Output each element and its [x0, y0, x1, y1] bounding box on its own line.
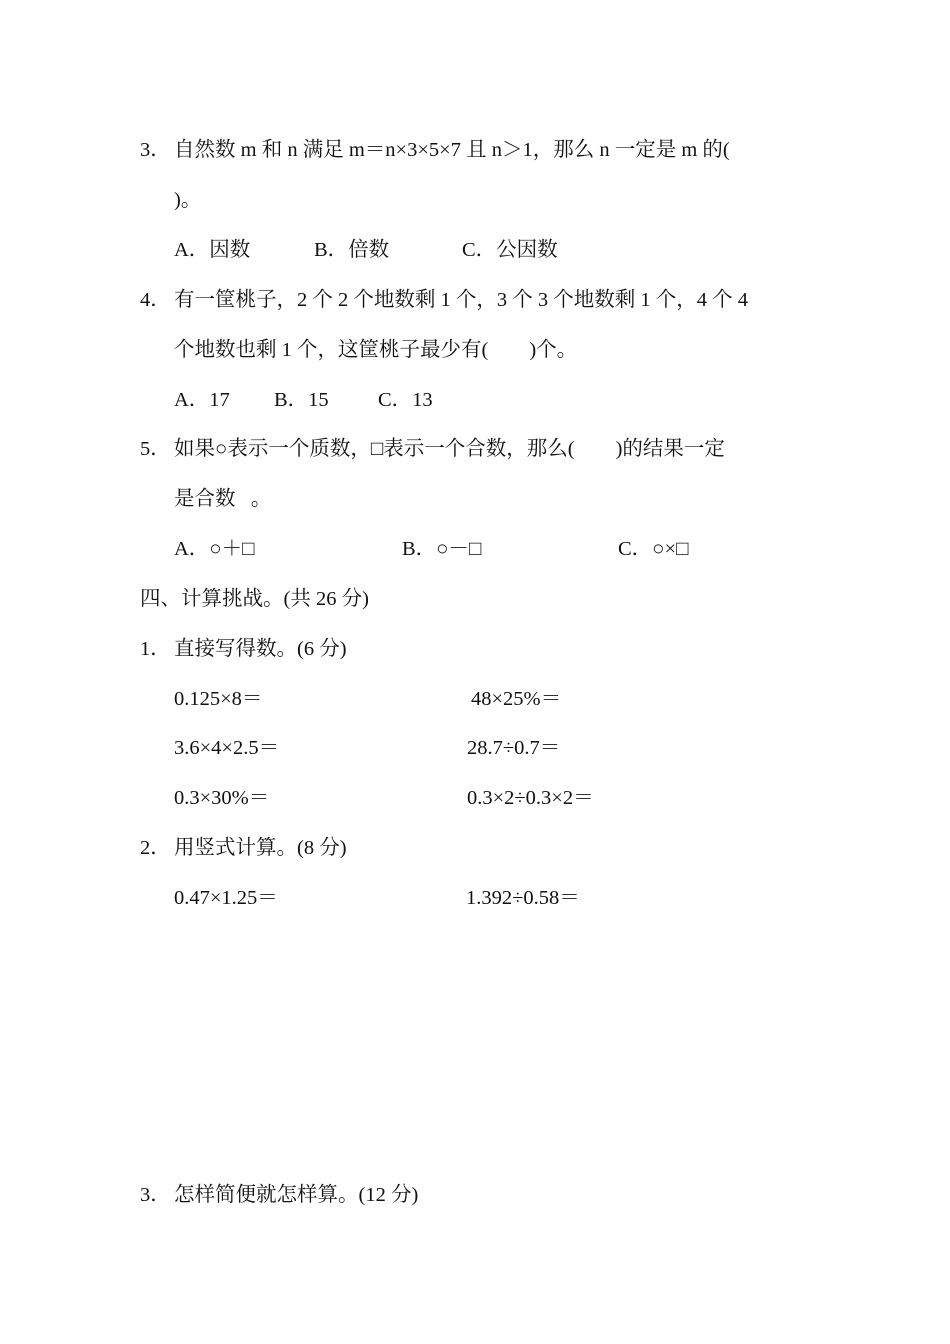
part-2-number: 2． — [140, 837, 171, 859]
question-5-option-a: A．○＋□ — [174, 538, 255, 560]
calc-item: 0.125×8＝ — [174, 688, 263, 710]
section-4-heading: 四、计算挑战。(共 26 分) — [140, 588, 369, 610]
question-5-option-b: B．○－□ — [402, 538, 482, 560]
question-4-text: 有一筐桃子，2 个 2 个地数剩 1 个，3 个 3 个地数剩 1 个，4 个 4 — [174, 289, 748, 311]
question-4-option-b: B．15 — [274, 389, 329, 411]
part-3-title: 怎样简便就怎样算。(12 分) — [174, 1184, 419, 1206]
question-5-number: 5． — [140, 438, 171, 460]
question-5-text-continued: 是合数 。 — [174, 488, 272, 510]
part-3-number: 3． — [140, 1184, 171, 1206]
calc-item: 3.6×4×2.5＝ — [174, 737, 280, 759]
question-4-option-c: C．13 — [378, 389, 433, 411]
question-4-text-continued: 个地数也剩 1 个，这筐桃子最少有( )个。 — [174, 339, 578, 361]
question-3-text: 自然数 m 和 n 满足 m＝n×3×5×7 且 n＞1，那么 n 一定是 m 的( — [174, 139, 730, 161]
question-3-option-b: B．倍数 — [314, 239, 390, 261]
question-4-option-a: A．17 — [174, 389, 230, 411]
vertical-calc-item: 1.392÷0.58＝ — [466, 887, 580, 909]
question-3-text-continued: )。 — [174, 189, 202, 211]
question-5-option-c: C．○×□ — [618, 538, 689, 560]
calc-item: 0.3×2÷0.3×2＝ — [467, 787, 594, 809]
part-1-title: 直接写得数。(6 分) — [174, 638, 347, 660]
calc-item: 28.7÷0.7＝ — [467, 737, 561, 759]
calc-item: 48×25%＝ — [471, 688, 562, 710]
part-1-number: 1． — [140, 638, 171, 660]
question-3-number: 3． — [140, 139, 171, 161]
question-4-number: 4． — [140, 289, 171, 311]
question-3-option-a: A．因数 — [174, 239, 251, 261]
question-5-text: 如果○表示一个质数，□表示一个合数，那么( )的结果一定 — [174, 438, 725, 460]
question-3-option-c: C．公因数 — [462, 239, 558, 261]
vertical-calc-item: 0.47×1.25＝ — [174, 887, 278, 909]
part-2-title: 用竖式计算。(8 分) — [174, 837, 347, 859]
calc-item: 0.3×30%＝ — [174, 787, 270, 809]
